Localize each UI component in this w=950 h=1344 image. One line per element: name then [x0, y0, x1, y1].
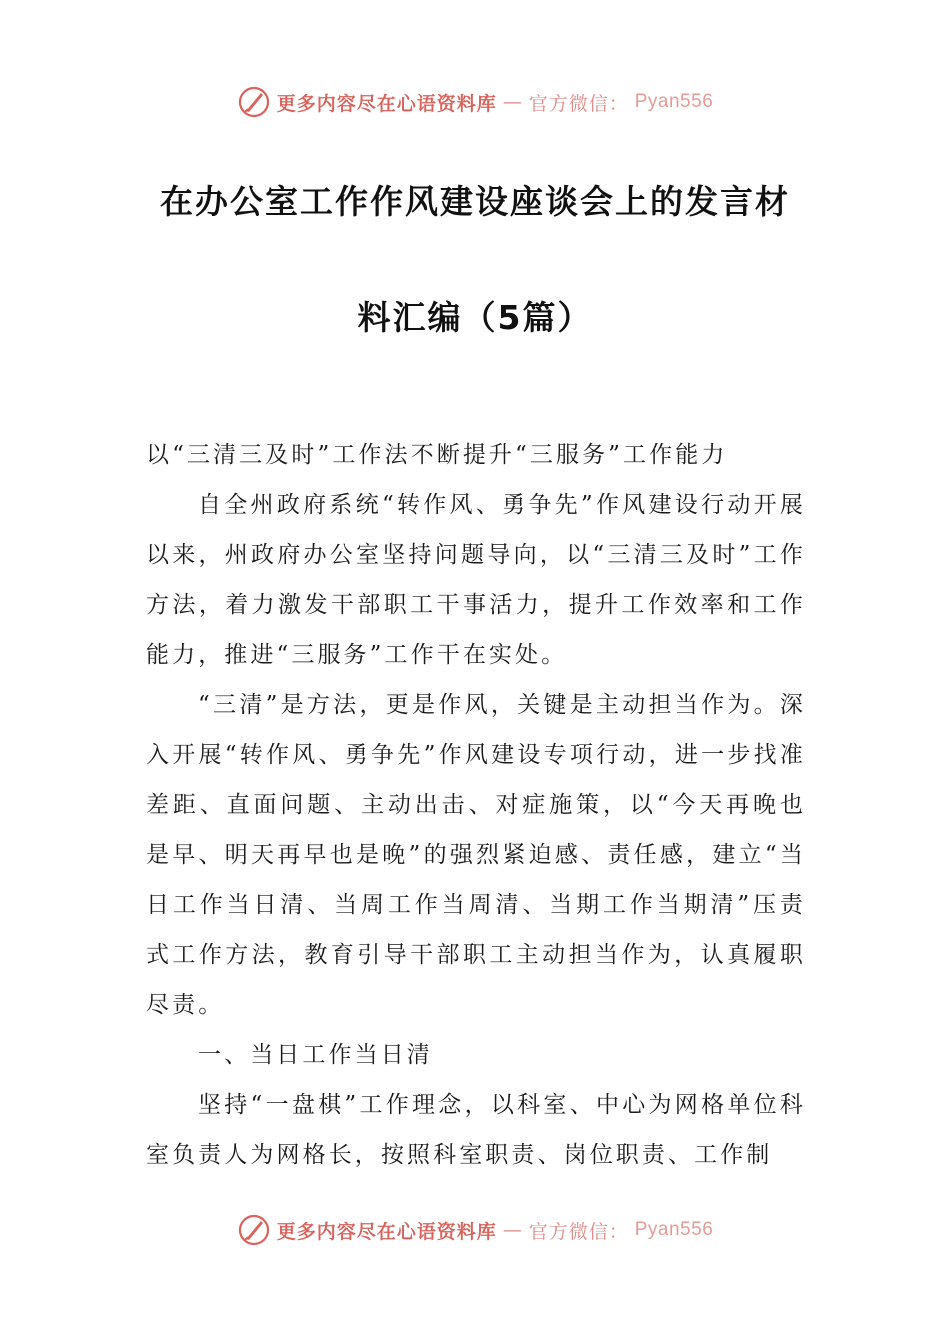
watermark-header	[0, 82, 950, 122]
watermark-dash: —	[502, 1219, 523, 1241]
watermark-wechat-id: Pyan556	[634, 1219, 714, 1240]
body-paragraph: 自全州政府系统“转作风、勇争先”作风建设行动开展以来，州政府办公室坚持问题导向，以“三清三及时”工作方法，着力激发干部职工干事活力，提升工作效率和工作能力，推进“三服务”工作干在实处。	[146, 492, 806, 668]
quill-logo-icon	[237, 85, 271, 119]
section-heading: 一、当日工作当日清	[198, 1042, 433, 1068]
watermark-wechat-label: 官方微信：	[528, 92, 629, 115]
watermark-brand: 更多内容尽在心语资料库	[276, 1220, 497, 1243]
document-title-line-1: 在办公室工作作风建设座谈会上的发言材	[160, 182, 790, 221]
body-paragraph: “三清”是方法，更是作风，关键是主动担当作为。深入开展“转作风、勇争先”作风建设专项行动，进一步找准差距、直面问题、主动出击、对症施策，以“今天再晚也是早、明天再早也是晚”的强烈紧迫感、责任感，建立“当日工作当日清、当周工作当周清、当期工作当期清”压责式工作方法，教育引导干部职工主动担当作为，认真履职尽责。	[146, 692, 806, 1018]
document-title-line-2: 料汇编（5篇）	[357, 298, 593, 337]
watermark-footer	[0, 1210, 950, 1250]
watermark-brand: 更多内容尽在心语资料库	[276, 92, 497, 115]
watermark-dash: —	[502, 91, 523, 113]
document-body	[146, 430, 806, 1180]
body-paragraph: 坚持“一盘棋”工作理念，以科室、中心为网格单位科室负责人为网格长，按照科室职责、岗位职责、工作制	[146, 1092, 806, 1168]
quill-logo-icon	[237, 1213, 271, 1247]
watermark-wechat-label: 官方微信：	[528, 1220, 629, 1243]
watermark-wechat-id: Pyan556	[634, 91, 714, 112]
section-subtitle: 以“三清三及时”工作法不断提升“三服务”工作能力	[146, 442, 728, 468]
